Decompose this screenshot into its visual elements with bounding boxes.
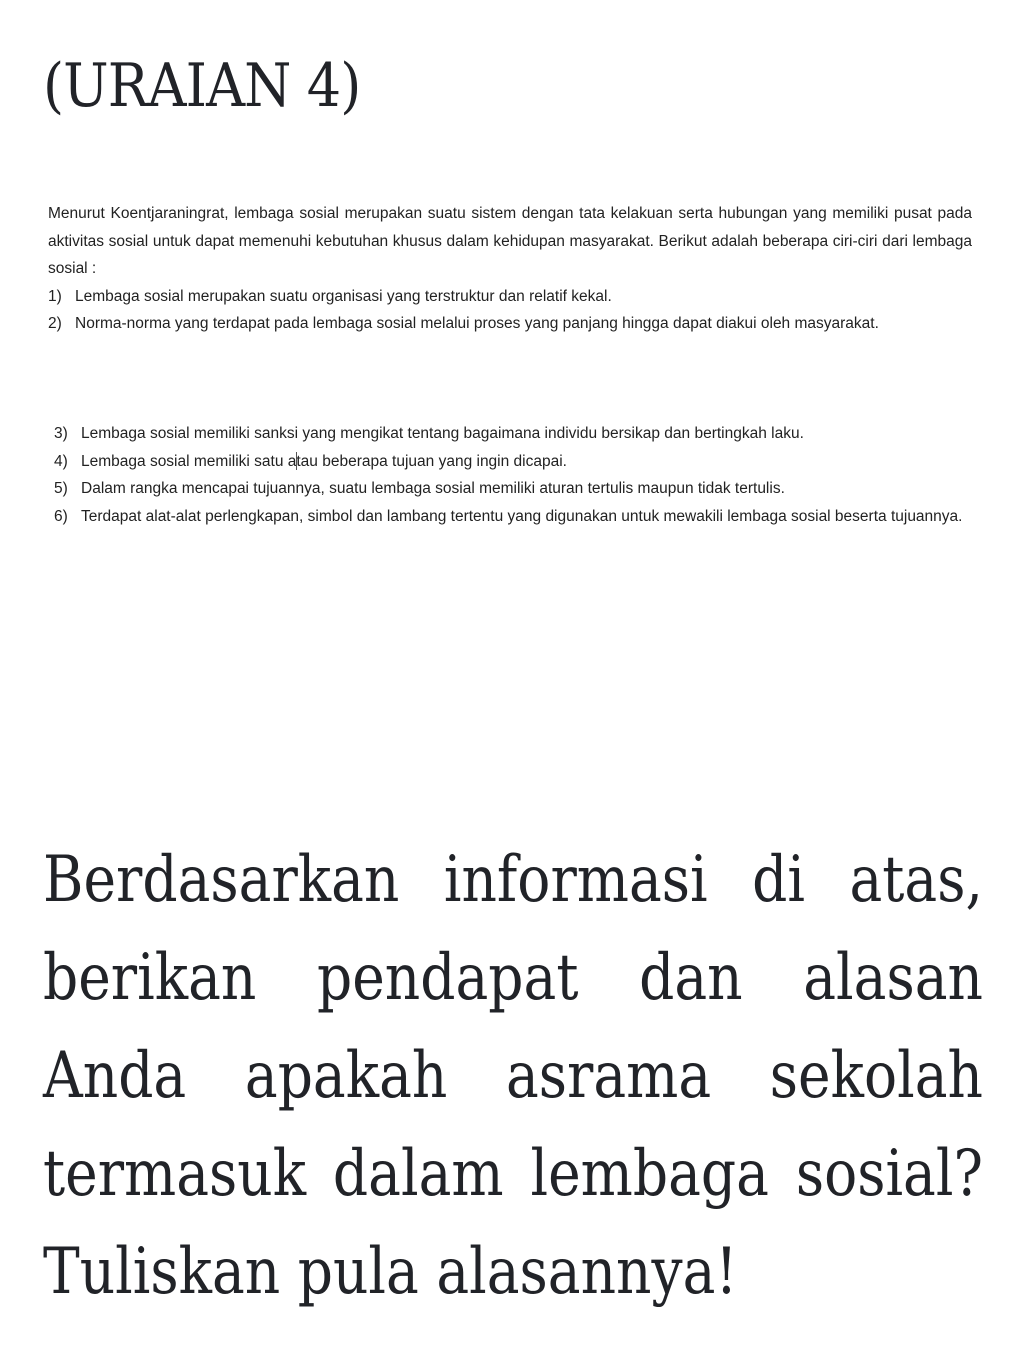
list-item-number: 5)	[54, 480, 68, 497]
list-item-text	[81, 453, 567, 470]
list-item	[54, 503, 972, 531]
question-prompt: Berdasarkan informasi di atas, berikan pendapat dan alasan Anda apakah asrama sekolah termasuk dalam lembaga sosial? Tuliskan pula alasannya!	[43, 843, 983, 1309]
list-item	[48, 310, 972, 338]
characteristics-list-part-2	[54, 420, 972, 530]
excerpt-image-text	[48, 200, 972, 525]
list-item-number: 4)	[54, 452, 68, 470]
list-item	[54, 420, 972, 448]
excerpt-intro: Menurut Koentjaraningrat, lembaga sosial merupakan suatu sistem dengan tata kelakuan serta hubungan yang memiliki pusat pada aktivitas sosial untuk dapat memenuhi kebutuhan khusus dalam kehidupan masyarakat. Berikut adalah beberapa ciri-ciri dari lembaga sosial :	[48, 205, 972, 277]
list-item-text: Terdapat alat-alat perlengkapan, simbol dan lambang tertentu yang digunakan untuk mewakili lembaga sosial beserta tujuannya.	[81, 507, 963, 525]
list-item-number: 1)	[48, 287, 62, 305]
characteristics-list-part-1	[48, 283, 972, 338]
list-item	[54, 448, 972, 476]
list-item-number: 6)	[54, 507, 68, 525]
list-item	[54, 475, 972, 503]
list-item-text-start: Lembaga sosial memiliki satu a	[81, 452, 297, 470]
list-item-text: Lembaga sosial memiliki sanksi yang mengikat tentang bagaimana individu bersikap dan bertingkah laku.	[81, 425, 804, 442]
list-item-text: Dalam rangka mencapai tujuannya, suatu lembaga sosial memiliki aturan tertulis maupun tidak tertulis.	[81, 480, 785, 497]
list-item-text: Lembaga sosial merupakan suatu organisasi yang terstruktur dan relatif kekal.	[75, 287, 612, 305]
list-item-number: 2)	[48, 315, 62, 332]
list-item-text-end: tau beberapa tujuan yang ingin dicapai.	[296, 452, 567, 470]
list-item-text: Norma-norma yang terdapat pada lembaga sosial melalui proses yang panjang hingga dapat diakui oleh masyarakat.	[75, 315, 879, 332]
question-title: (URAIAN 4)	[43, 51, 361, 121]
list-item	[48, 283, 972, 311]
list-item-number: 3)	[54, 425, 68, 442]
